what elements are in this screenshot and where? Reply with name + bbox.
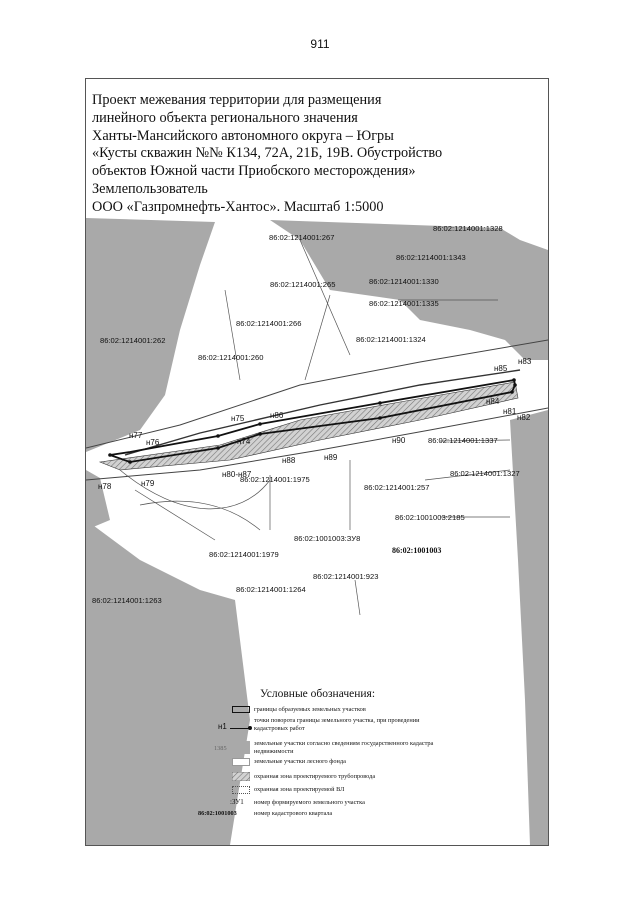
label-257: 86:02:1214001:257 [364, 483, 430, 492]
point-label: н77 [129, 431, 143, 440]
label-zu8: 86:02:1001003:ЗУ8 [294, 534, 361, 543]
point-symbol: н1 [218, 722, 227, 731]
title-line: линейного объекта регионального значения [92, 109, 358, 126]
legend-text: номер формируемого земельного участка [254, 799, 365, 806]
vl-zone-swatch [232, 786, 250, 794]
legend-text: точки поворота границы земельного участка, при проведении кадастровых работ [254, 717, 420, 732]
point-label: н79 [141, 479, 155, 488]
legend-text: земельные участки лесного фонда [254, 758, 346, 765]
zu-symbol: :ЗУ1 [230, 798, 244, 806]
hatch-swatch [232, 772, 250, 781]
label-1327: 86:02:1214001:1327 [450, 469, 520, 478]
point-label: н84 [486, 397, 500, 406]
forest-swatch [232, 758, 250, 766]
label-2185: 86:02:1001003:2185 [395, 513, 465, 522]
label-1263: 86:02:1214001:1263 [92, 596, 162, 605]
label-267: 86:02:1214001:267 [269, 233, 335, 242]
point-label: н82 [517, 413, 531, 422]
parcel-262 [86, 218, 215, 452]
title-line: Землепользователь [92, 180, 208, 197]
label-266: 86:02:1214001:266 [236, 319, 302, 328]
label-1335: 86:02:1214001:1335 [369, 299, 439, 308]
point-label: н83 [518, 357, 532, 366]
label-1330: 86:02:1214001:1330 [369, 277, 439, 286]
title-line: Ханты-Мансийского автономного округа – Югры [92, 127, 394, 144]
label-260: 86:02:1214001:260 [198, 353, 264, 362]
point-label: н80-н87 [222, 470, 252, 479]
legend-text: номер кадастрового квартала [254, 810, 333, 817]
point-label: н90 [392, 436, 406, 445]
boundary-swatch [232, 706, 250, 713]
parcel-1263 [86, 520, 250, 845]
point-label: н89 [324, 453, 338, 462]
label-1328: 86:02:1214001:1328 [433, 224, 503, 233]
point-label: н88 [282, 456, 296, 465]
legend-text: границы образуемых земельных участков [254, 706, 366, 713]
point-label: н74 [237, 437, 251, 446]
point-line-icon [230, 728, 250, 729]
label-1324: 86:02:1214001:1324 [356, 335, 426, 344]
point-label: н81 [503, 407, 517, 416]
page-number: 911 [310, 37, 330, 51]
point-label: н85 [494, 364, 508, 373]
point-label: н78 [98, 482, 112, 491]
legend-text: земельные участки согласно сведениям государственного кадастра недвижимости [254, 740, 434, 755]
label-1337: 86:02:1214001:1337 [428, 436, 498, 445]
point-dot-icon [248, 726, 252, 730]
label-923: 86:02:1214001:923 [313, 572, 379, 581]
title-line: «Кусты скважин №№ К134, 72А, 21Б, 19В. Обустройство [92, 145, 443, 162]
label-1979: 86:02:1214001:1979 [209, 550, 279, 559]
label-1975: 86:02:1214001:1975 [240, 475, 310, 484]
label-1264: 86:02:1214001:1264 [236, 585, 306, 594]
legend-text: охранная зона проектируемой ВЛ [254, 786, 345, 793]
legend-title: Условные обозначения: [260, 688, 376, 700]
point-label: н86 [270, 411, 284, 420]
title-line: Проект межевания территории для размещения [92, 92, 382, 108]
title-line: ООО «Газпромнефть-Хантос». Масштаб 1:5000 [92, 198, 384, 215]
label-1343: 86:02:1214001:1343 [396, 253, 466, 262]
gkn-symbol: 1385 [214, 745, 227, 752]
quarter-symbol: 86:02:1001003 [198, 810, 237, 817]
quarter-label: 86:02:1001003 [392, 546, 442, 555]
title-line: объектов Южной части Приобского месторождения» [92, 163, 416, 180]
label-265: 86:02:1214001:265 [270, 280, 336, 289]
legend-text: охранная зона проектируемого трубопровода [254, 773, 376, 780]
gkn-swatch [232, 741, 250, 754]
label-262: 86:02:1214001:262 [100, 336, 166, 345]
map-title [92, 92, 532, 217]
point-label: н76 [146, 438, 160, 447]
point-label: н75 [231, 414, 245, 423]
